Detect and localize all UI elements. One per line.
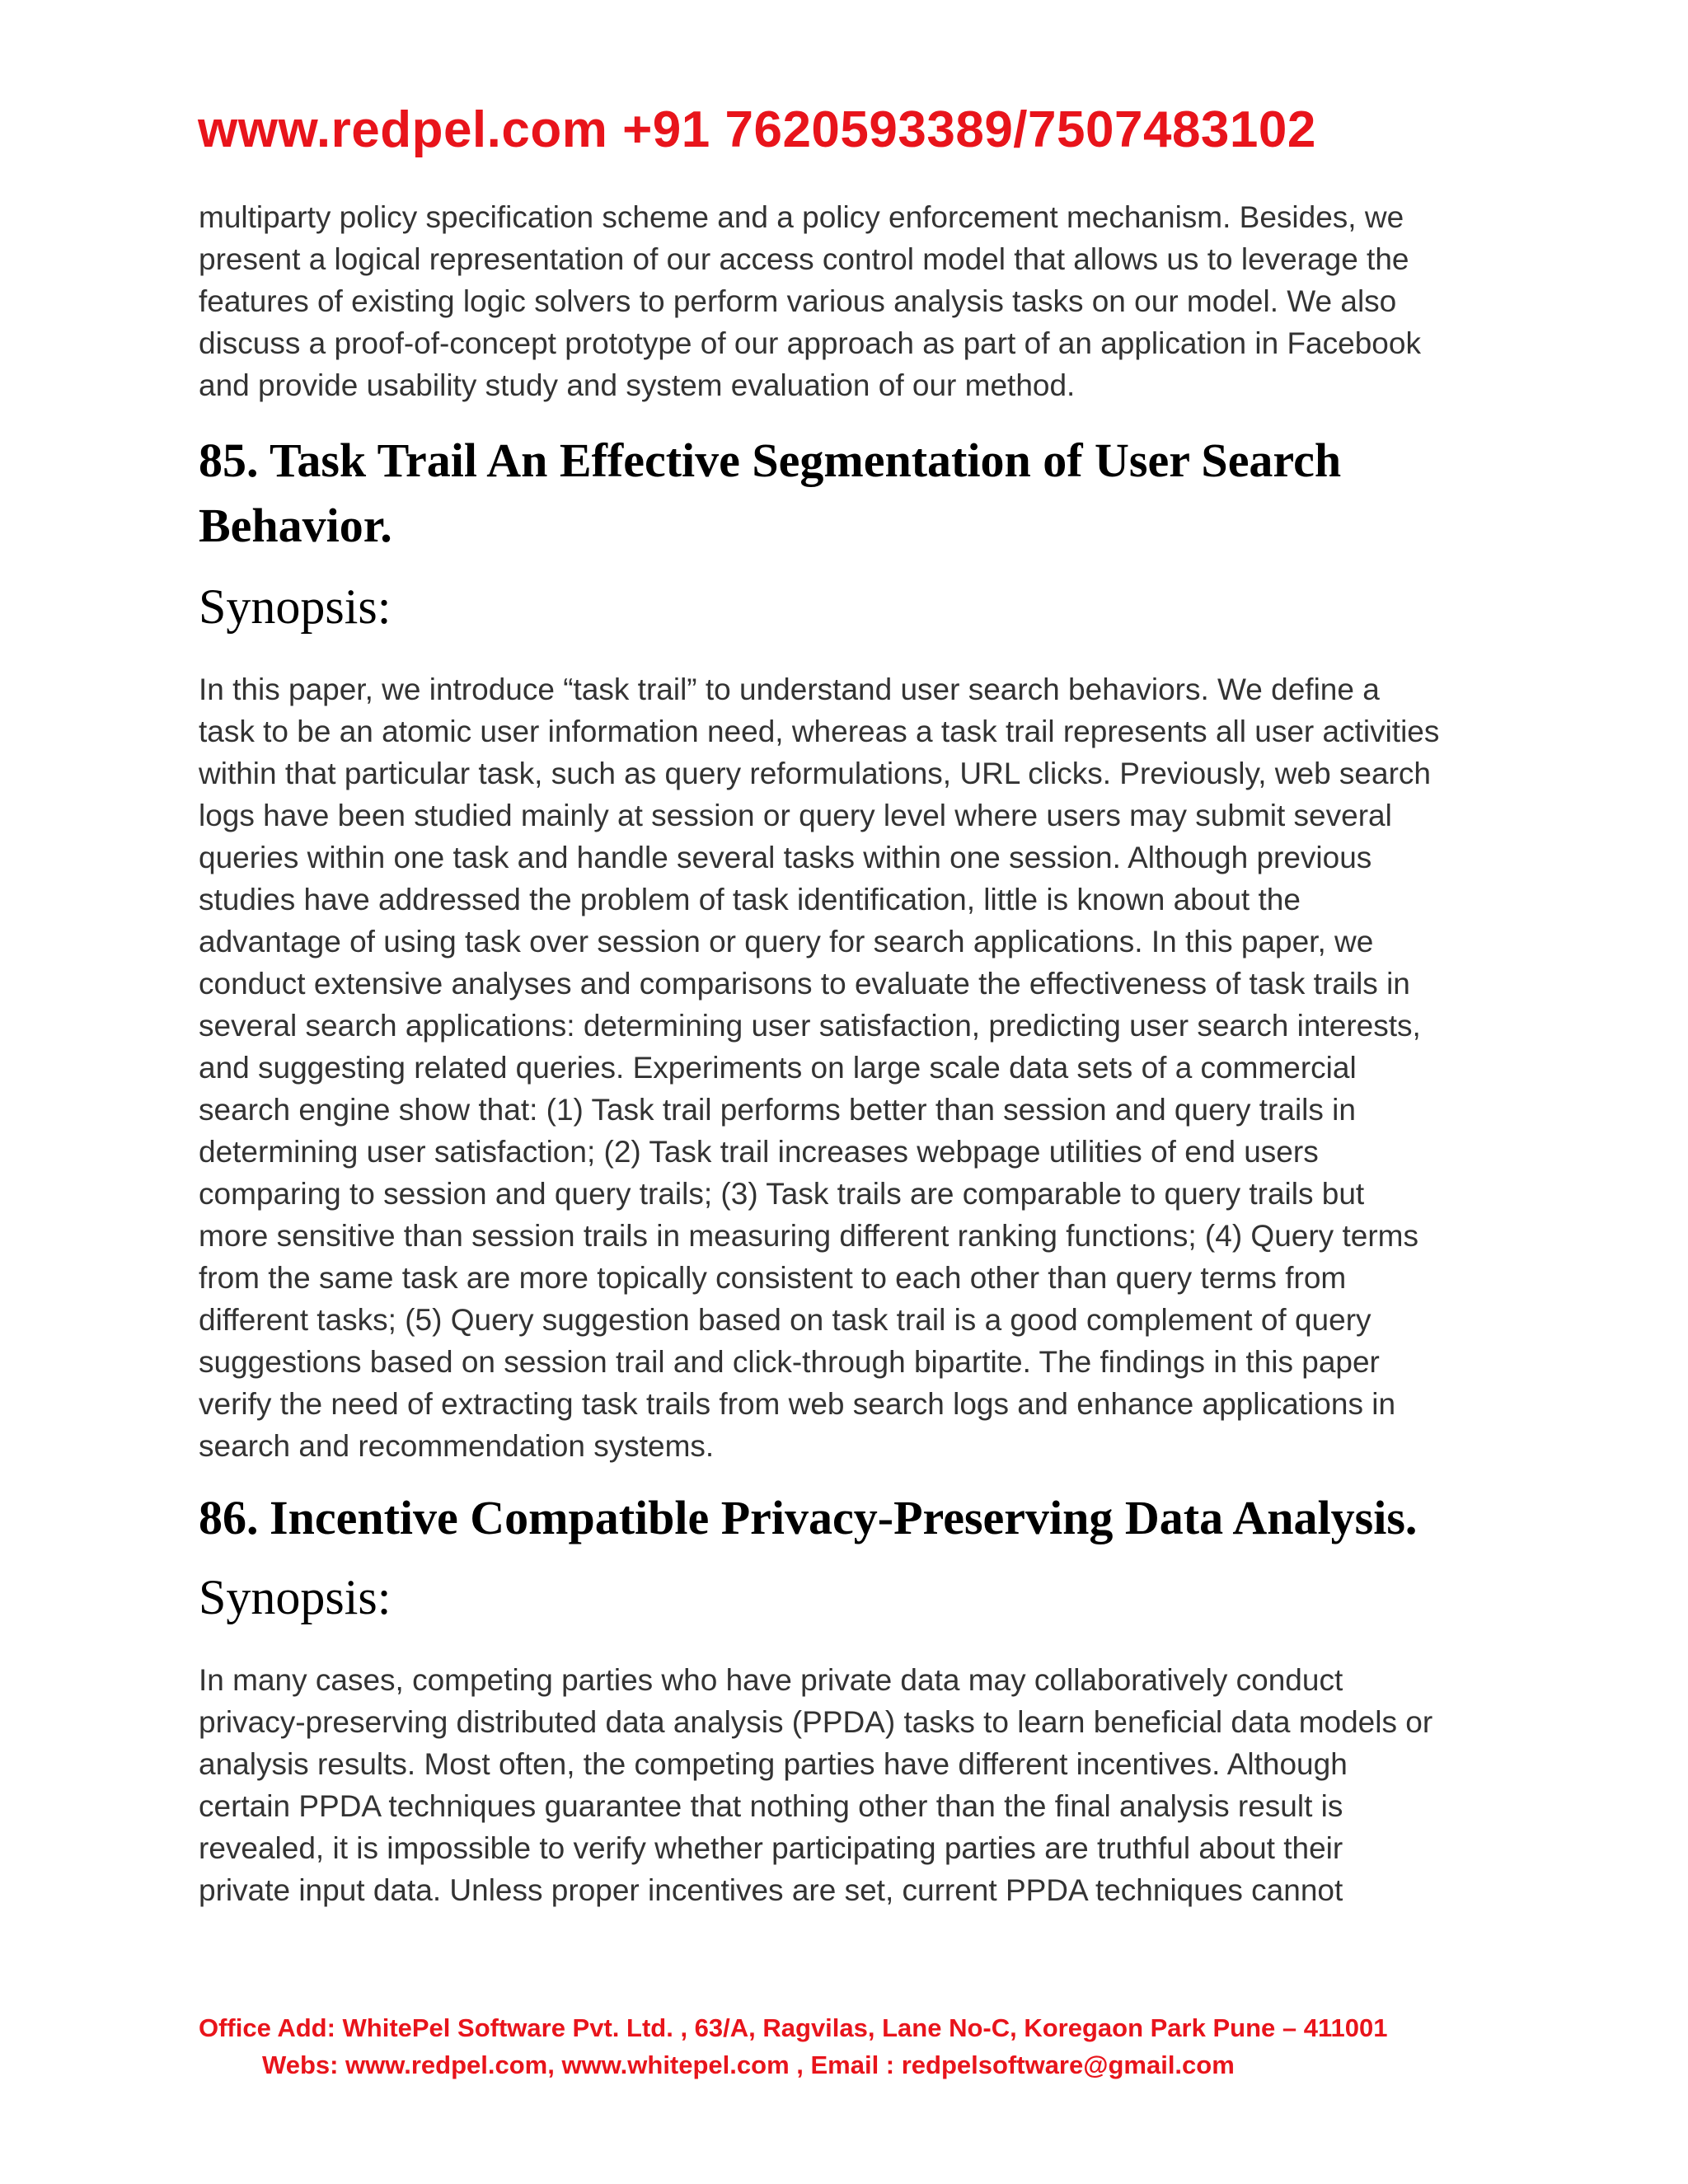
footer-address: Office Add: WhitePel Software Pvt. Ltd. , 63/A, Ragvilas, Lane No-C, Koregaon Park Pune – 411001 <box>199 2013 1388 2042</box>
text-line: logs have been studied mainly at session or query level where users may submit several <box>199 799 1392 832</box>
text-line: queries within one task and handle several tasks within one session. Although previous <box>199 841 1372 874</box>
text-line: comparing to session and query trails; (3) Task trails are comparable to query trails but <box>199 1177 1365 1211</box>
section-86-title-line1: Incentive Compatible Privacy-Preserving Data Analysis. <box>270 1491 1418 1544</box>
section-86-title <box>199 1485 1501 1550</box>
section-85-number: 85. <box>199 434 259 487</box>
text-line: conduct extensive analyses and comparisons to evaluate the effectiveness of task trails in <box>199 967 1410 1001</box>
text-line: analysis results. Most often, the competing parties have different incentives. Although <box>199 1747 1348 1781</box>
text-line: advantage of using task over session or query for search applications. In this paper, we <box>199 925 1374 958</box>
section-86-number: 86. <box>199 1491 259 1544</box>
page-content <box>199 196 1501 1911</box>
text-line: present a logical representation of our access control model that allows us to leverage the <box>199 242 1409 276</box>
text-line: In many cases, competing parties who have private data may collaboratively conduct <box>199 1663 1343 1697</box>
section-85-title-line2: Behavior. <box>199 499 392 552</box>
contact-header: www.redpel.com +91 7620593389/7507483102 <box>198 101 1316 158</box>
intro-paragraph <box>199 196 1501 406</box>
text-line: verify the need of extracting task trails from web search logs and enhance applications in <box>199 1387 1396 1421</box>
section-86-synopsis-label: Synopsis: <box>199 1570 392 1624</box>
text-line: task to be an atomic user information need, whereas a task trail represents all user activities <box>199 715 1440 748</box>
footer-webs: Webs: www.redpel.com, www.whitepel.com , Email : redpelsoftware@gmail.com <box>262 2050 1235 2079</box>
text-line: suggestions based on session trail and click-through bipartite. The findings in this paper <box>199 1345 1380 1379</box>
section-85-paragraph <box>199 668 1501 1467</box>
text-line: from the same task are more topically consistent to each other than query terms from <box>199 1261 1347 1295</box>
text-line: multiparty policy specification scheme and a policy enforcement mechanism. Besides, we <box>199 200 1404 234</box>
text-line: more sensitive than session trails in measuring different ranking functions; (4) Query terms <box>199 1219 1418 1253</box>
text-line: and provide usability study and system evaluation of our method. <box>199 368 1076 402</box>
text-line: several search applications: determining user satisfaction, predicting user search interests, <box>199 1009 1421 1043</box>
text-line: revealed, it is impossible to verify whether participating parties are truthful about their <box>199 1831 1343 1865</box>
text-line: search and recommendation systems. <box>199 1429 715 1463</box>
text-line: determining user satisfaction; (2) Task trail increases webpage utilities of end users <box>199 1135 1319 1169</box>
text-line: privacy-preserving distributed data analysis (PPDA) tasks to learn beneficial data models or <box>199 1705 1433 1739</box>
text-line: different tasks; (5) Query suggestion based on task trail is a good complement of query <box>199 1303 1372 1337</box>
text-line: studies have addressed the problem of task identification, little is known about the <box>199 883 1301 916</box>
text-line: discuss a proof-of-concept prototype of our approach as part of an application in Facebook <box>199 326 1421 360</box>
text-line: within that particular task, such as query reformulations, URL clicks. Previously, web search <box>199 757 1431 790</box>
section-85-title <box>199 428 1501 558</box>
text-line: search engine show that: (1) Task trail performs better than session and query trails in <box>199 1093 1356 1127</box>
text-line: certain PPDA techniques guarantee that nothing other than the final analysis result is <box>199 1789 1343 1823</box>
text-line: features of existing logic solvers to perform various analysis tasks on our model. We also <box>199 284 1397 318</box>
section-85-synopsis-label: Synopsis: <box>199 579 392 634</box>
text-line: In this paper, we introduce “task trail” to understand user search behaviors. We define a <box>199 673 1380 706</box>
section-85-title-line1: Task Trail An Effective Segmentation of User Search <box>270 434 1342 487</box>
text-line: private input data. Unless proper incentives are set, current PPDA techniques cannot <box>199 1873 1343 1907</box>
section-86-paragraph <box>199 1659 1501 1911</box>
text-line: and suggesting related queries. Experiments on large scale data sets of a commercial <box>199 1051 1357 1085</box>
